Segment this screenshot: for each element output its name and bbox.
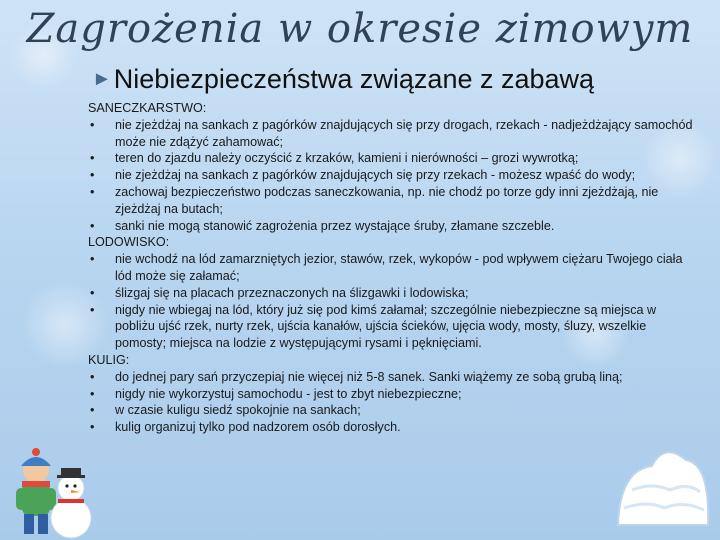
list-item-text: nigdy nie wykorzystuj samochodu - jest to zbyt niebezpieczne;: [115, 386, 462, 401]
bullet-icon: •: [90, 252, 95, 267]
subtitle-text: Niebiezpieczeństwa związane z zabawą: [113, 64, 595, 94]
section-heading-lodowisko: LODOWISKO:: [88, 235, 170, 250]
list-item: [88, 419, 698, 436]
list-item-text: w czasie kuligu siedź spokojnie na sankach;: [115, 403, 361, 418]
list-item: [88, 402, 698, 419]
list-item: [88, 184, 698, 218]
list-item-text: do jednej pary sań przyczepiaj nie więcej niż 5-8 sanek. Sanki wiążemy ze sobą grubą liną;: [115, 369, 623, 384]
content-body: [88, 100, 698, 436]
snowman-icon: [46, 460, 96, 540]
list-item-text: nie zjeżdżaj na sankach z pagórków znajdujących się przy drogach, rzekach - nadjeżdżający samochód może nie zdążyć zahamować;: [115, 117, 693, 149]
bullet-icon: •: [90, 302, 95, 317]
bullet-icon: •: [90, 369, 95, 384]
list-item: [88, 386, 698, 403]
snow-pile-icon: [612, 430, 712, 530]
list-item: [88, 117, 698, 151]
list-item: [88, 167, 698, 184]
list-item-text: nie zjeżdżaj na sankach z pagórków znajdujących się przy rzekach - możesz wpaść do wody;: [115, 168, 636, 183]
list-item: [88, 218, 698, 235]
list-item: [88, 285, 698, 302]
bullet-icon: •: [90, 420, 95, 435]
bullet-icon: •: [90, 386, 95, 401]
list-item: [88, 302, 698, 352]
bullet-icon: •: [90, 151, 95, 166]
bullet-icon: •: [90, 184, 95, 199]
slide-subtitle: [92, 64, 594, 95]
list-item: [88, 369, 698, 386]
bullet-icon: •: [90, 168, 95, 183]
list-item-text: sanki nie mogą stanowić zagrożenia przez wystające śruby, złamane szczeble.: [115, 218, 555, 233]
list-item: [88, 251, 698, 285]
section-heading-kulig: KULIG:: [88, 352, 130, 367]
list-item-text: zachowaj bezpieczeństwo podczas saneczkowania, np. nie chodź po torze gdy inni zjeżdżają, nie zjeżdżaj na butach;: [115, 184, 659, 216]
bullet-icon: •: [90, 117, 95, 132]
bullet-icon: •: [90, 218, 95, 233]
list-item-text: nie wchodź na lód zamarzniętych jezior, stawów, rzek, wykopów - pod wpływem ciężaru Twojego ciała lód może się załamać;: [115, 252, 683, 283]
bullet-icon: •: [90, 285, 95, 300]
page-title: Zagrożenia w okresie zimowym: [26, 6, 694, 52]
list-item-text: ślizgaj się na placach przeznaczonych na ślizgawki i lodowiska;: [115, 285, 469, 300]
arrow-bullet-icon: ►: [92, 68, 112, 90]
list-item-text: teren do zjazdu należy oczyścić z krzaków, kamieni i nierówności – grozi wywrotką;: [115, 151, 579, 166]
list-item: [88, 150, 698, 167]
list-item-text: nigdy nie wbiegaj na lód, który już się pod kimś załamał; szczególnie niebezpieczne są miejsca w pobliżu ujść rzek, nurty rzek, ujścia kanałów, ujścia ścieków, ujęcia wody, mosty, śluzy, wszelkie pomosty; miejsca na lodzie z występującymi rysami i pęknięciami.: [115, 302, 657, 351]
list-item-text: kulig organizuj tylko pod nadzorem osób dorosłych.: [115, 420, 401, 435]
section-heading-saneczkarstwo: SANECZKARSTWO:: [88, 101, 207, 115]
bullet-icon: •: [90, 403, 95, 418]
